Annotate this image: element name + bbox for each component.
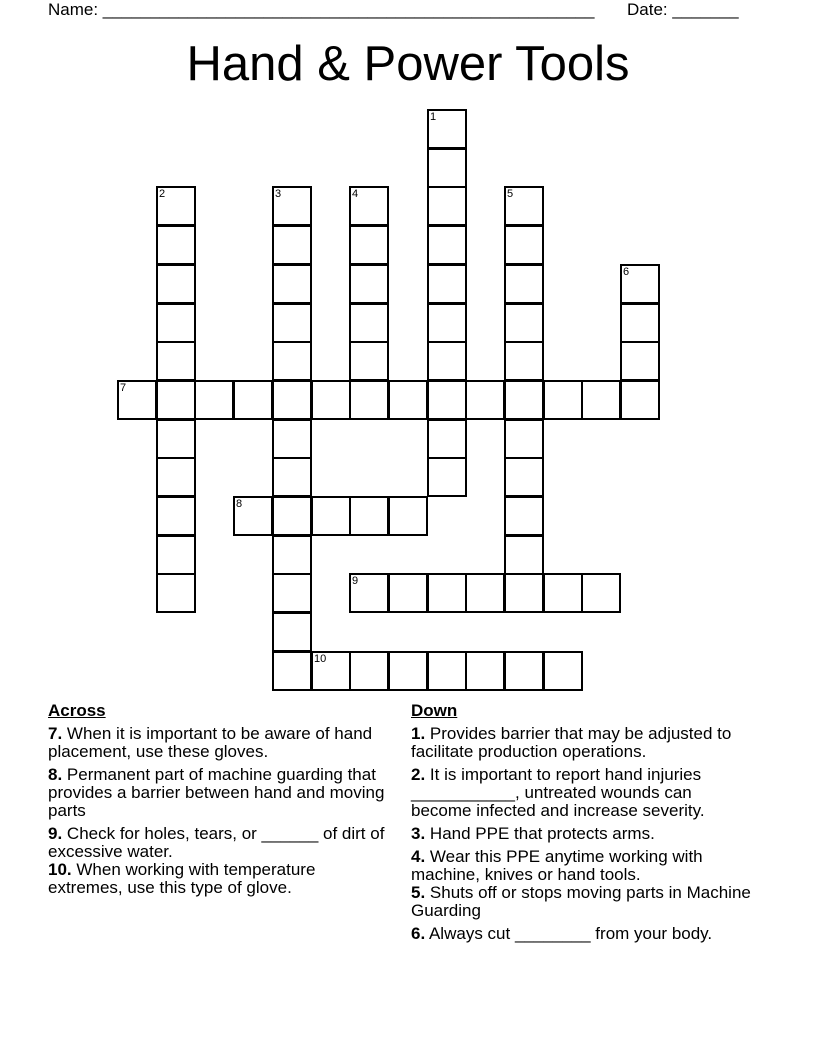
grid-cell[interactable] bbox=[349, 496, 389, 536]
grid-cell[interactable] bbox=[620, 380, 660, 420]
grid-cell[interactable] bbox=[581, 380, 621, 420]
grid-cell[interactable] bbox=[349, 186, 389, 226]
clue-7-across bbox=[48, 725, 393, 761]
grid-cell[interactable] bbox=[272, 535, 312, 575]
cell-number: 7 bbox=[120, 382, 127, 394]
grid-cell[interactable] bbox=[272, 612, 312, 652]
clue-number: 4. bbox=[411, 847, 426, 866]
grid-cell[interactable] bbox=[543, 380, 583, 420]
clue-9-across bbox=[48, 825, 393, 861]
grid-cell[interactable] bbox=[620, 264, 660, 304]
grid-cell[interactable] bbox=[504, 341, 544, 381]
grid-cell[interactable] bbox=[504, 457, 544, 497]
cell-number: 1 bbox=[430, 111, 437, 123]
grid-cell[interactable] bbox=[117, 380, 157, 420]
grid-cell[interactable] bbox=[504, 535, 544, 575]
grid-cell[interactable] bbox=[156, 186, 196, 226]
cell-number: 6 bbox=[623, 266, 630, 278]
grid-cell[interactable] bbox=[465, 380, 505, 420]
clue-5-down bbox=[411, 884, 756, 920]
grid-cell[interactable] bbox=[620, 303, 660, 343]
clue-number: 10. bbox=[48, 860, 72, 879]
grid-cell[interactable] bbox=[388, 380, 428, 420]
grid-cell[interactable] bbox=[156, 341, 196, 381]
grid-cell[interactable] bbox=[388, 573, 428, 613]
grid-cell[interactable] bbox=[272, 264, 312, 304]
cell-number: 4 bbox=[352, 188, 359, 200]
clue-text: Permanent part of machine guarding that provides a barrier between hand and moving parts bbox=[48, 765, 385, 820]
cell-number: 8 bbox=[236, 498, 243, 510]
clue-text: When it is important to be aware of hand placement, use these gloves. bbox=[48, 724, 373, 761]
grid-cell[interactable] bbox=[272, 186, 312, 226]
grid-cell[interactable] bbox=[156, 535, 196, 575]
grid-cell[interactable] bbox=[388, 651, 428, 691]
grid-cell[interactable] bbox=[194, 380, 234, 420]
clue-text: Always cut ________ from your body. bbox=[425, 924, 713, 943]
clue-6-down bbox=[411, 925, 756, 943]
grid-cell[interactable] bbox=[156, 457, 196, 497]
grid-cell[interactable] bbox=[311, 496, 351, 536]
clue-number: 1. bbox=[411, 724, 426, 743]
grid-cell[interactable] bbox=[504, 186, 544, 226]
across-clues bbox=[48, 702, 393, 902]
grid-cell[interactable] bbox=[465, 573, 505, 613]
grid-cell[interactable] bbox=[349, 573, 389, 613]
grid-cell[interactable] bbox=[427, 303, 467, 343]
grid-cell[interactable] bbox=[156, 264, 196, 304]
grid-cell[interactable] bbox=[156, 419, 196, 459]
grid-cell[interactable] bbox=[272, 225, 312, 265]
grid-cell[interactable] bbox=[156, 496, 196, 536]
grid-cell[interactable] bbox=[543, 651, 583, 691]
grid-cell[interactable] bbox=[272, 380, 312, 420]
clue-number: 9. bbox=[48, 824, 63, 843]
grid-cell[interactable] bbox=[504, 225, 544, 265]
grid-cell[interactable] bbox=[427, 380, 467, 420]
grid-cell[interactable] bbox=[581, 573, 621, 613]
cell-number: 10 bbox=[314, 653, 327, 665]
grid-cell[interactable] bbox=[504, 496, 544, 536]
grid-cell[interactable] bbox=[620, 341, 660, 381]
grid-cell[interactable] bbox=[233, 380, 273, 420]
page-title: Hand & Power Tools bbox=[186, 37, 630, 91]
clue-number: 6. bbox=[411, 924, 426, 943]
clue-8-across bbox=[48, 766, 393, 820]
clue-text: Check for holes, tears, or ______ of dirt of excessive water. bbox=[48, 824, 385, 861]
grid-cell[interactable] bbox=[504, 651, 544, 691]
grid-cell[interactable] bbox=[427, 264, 467, 304]
clue-text: It is important to report hand injuries ___________, untreated wounds can become infected and increase severity. bbox=[411, 765, 705, 820]
grid-cell[interactable] bbox=[311, 651, 351, 691]
clue-text: Wear this PPE anytime working with machine, knives or hand tools. bbox=[411, 847, 703, 884]
clue-number: 8. bbox=[48, 765, 63, 784]
grid-cell[interactable] bbox=[427, 109, 467, 149]
cell-number: 9 bbox=[352, 575, 359, 587]
clue-text: Shuts off or stops moving parts in Machine Guarding bbox=[411, 883, 751, 920]
cell-number: 5 bbox=[507, 188, 514, 200]
grid-cell[interactable] bbox=[427, 419, 467, 459]
grid-cell[interactable] bbox=[427, 148, 467, 188]
grid-cell[interactable] bbox=[504, 380, 544, 420]
clue-number: 7. bbox=[48, 724, 63, 743]
clue-1-down bbox=[411, 725, 756, 761]
grid-cell[interactable] bbox=[504, 573, 544, 613]
clue-2-down bbox=[411, 766, 756, 820]
grid-cell[interactable] bbox=[504, 419, 544, 459]
grid-cell[interactable] bbox=[349, 380, 389, 420]
grid-cell[interactable] bbox=[272, 341, 312, 381]
grid-cell[interactable] bbox=[427, 186, 467, 226]
grid-cell[interactable] bbox=[272, 651, 312, 691]
grid-cell[interactable] bbox=[349, 225, 389, 265]
cell-number: 3 bbox=[275, 188, 282, 200]
grid-cell[interactable] bbox=[272, 303, 312, 343]
grid-cell[interactable] bbox=[156, 573, 196, 613]
down-heading: Down bbox=[411, 701, 458, 720]
grid-cell[interactable] bbox=[504, 303, 544, 343]
grid-cell[interactable] bbox=[388, 496, 428, 536]
date-field: Date: _______ bbox=[627, 0, 739, 19]
grid-cell[interactable] bbox=[272, 573, 312, 613]
grid-cell[interactable] bbox=[427, 225, 467, 265]
clue-3-down bbox=[411, 825, 756, 843]
grid-cell[interactable] bbox=[156, 303, 196, 343]
grid-cell[interactable] bbox=[427, 341, 467, 381]
grid-cell[interactable] bbox=[349, 303, 389, 343]
grid-cell[interactable] bbox=[427, 457, 467, 497]
grid-cell[interactable] bbox=[349, 264, 389, 304]
grid-cell[interactable] bbox=[543, 573, 583, 613]
across-heading: Across bbox=[48, 701, 106, 720]
grid-cell[interactable] bbox=[156, 380, 196, 420]
clue-number: 3. bbox=[411, 824, 426, 843]
cell-number: 2 bbox=[159, 188, 166, 200]
grid-cell[interactable] bbox=[427, 651, 467, 691]
grid-cell[interactable] bbox=[272, 457, 312, 497]
clue-text: When working with temperature extremes, use this type of glove. bbox=[48, 860, 316, 897]
down-clues bbox=[411, 702, 756, 948]
grid-cell[interactable] bbox=[349, 341, 389, 381]
grid-cell[interactable] bbox=[311, 380, 351, 420]
clue-4-down bbox=[411, 848, 756, 884]
grid-cell[interactable] bbox=[272, 496, 312, 536]
grid-cell[interactable] bbox=[504, 264, 544, 304]
clue-10-across bbox=[48, 861, 393, 897]
grid-cell[interactable] bbox=[465, 651, 505, 691]
clue-number: 5. bbox=[411, 883, 426, 902]
grid-cell[interactable] bbox=[349, 651, 389, 691]
clue-text: Provides barrier that may be adjusted to facilitate production operations. bbox=[411, 724, 732, 761]
name-field: Name: ____________________________________________________ bbox=[48, 0, 595, 19]
grid-cell[interactable] bbox=[156, 225, 196, 265]
grid-cell[interactable] bbox=[427, 573, 467, 613]
clue-number: 2. bbox=[411, 765, 426, 784]
grid-cell[interactable] bbox=[233, 496, 273, 536]
clue-text: Hand PPE that protects arms. bbox=[425, 824, 655, 843]
grid-cell[interactable] bbox=[272, 419, 312, 459]
